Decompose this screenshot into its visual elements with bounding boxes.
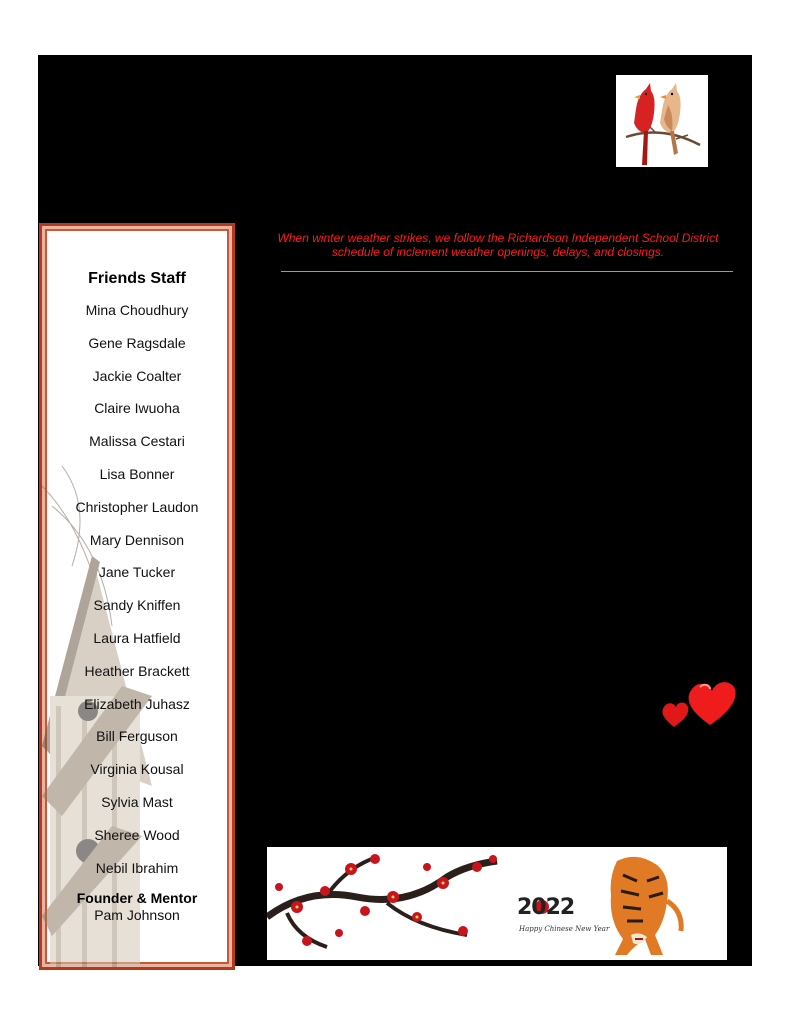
list-item: Lisa Bonner [99,465,175,482]
list-item: Virginia Kousal [90,761,184,778]
list-item: Jackie Coalter [92,367,182,384]
list-item: Claire Iwuoha [94,400,180,417]
cardinal-birds-icon [616,75,708,167]
notice-line-1: When winter weather strikes, we follow the Richardson Independent School District [277,231,719,245]
list-item: Malissa Cestari [89,433,185,450]
divider [281,271,733,272]
staff-sidebar [39,223,235,970]
list-item: Laura Hatfield [93,629,181,646]
list-item: Bill Ferguson [96,728,178,745]
founder-name: Pam Johnson [94,907,180,923]
list-item: Gene Ragsdale [88,334,186,351]
newsletter-page [38,55,752,966]
inclement-weather-notice [253,231,743,259]
list-item: Jane Tucker [98,564,176,581]
year-label: 2022 [517,895,575,920]
list-item: Mina Choudhury [85,302,189,318]
founder-title: Founder & Mentor [76,890,198,906]
staff-list [42,302,232,892]
list-item: Nebil Ibrahim [95,859,179,876]
list-item: Elizabeth Juhasz [84,695,190,712]
hearts-icon [660,675,738,731]
list-item: Sheree Wood [94,826,180,843]
notice-line-2: schedule of inclement weather openings, delays, and closings. [331,245,665,259]
list-item: Christopher Laudon [75,498,199,515]
list-item: Mary Dennison [89,531,185,548]
staff-title: Friends Staff [88,270,186,287]
chinese-new-year-banner [267,847,727,960]
list-item: Sandy Kniffen [93,597,181,614]
list-item: Heather Brackett [84,662,190,679]
greeting-text: Happy Chinese New Year [519,925,610,933]
list-item: Sylvia Mast [101,793,173,810]
tiger-icon [597,851,687,959]
